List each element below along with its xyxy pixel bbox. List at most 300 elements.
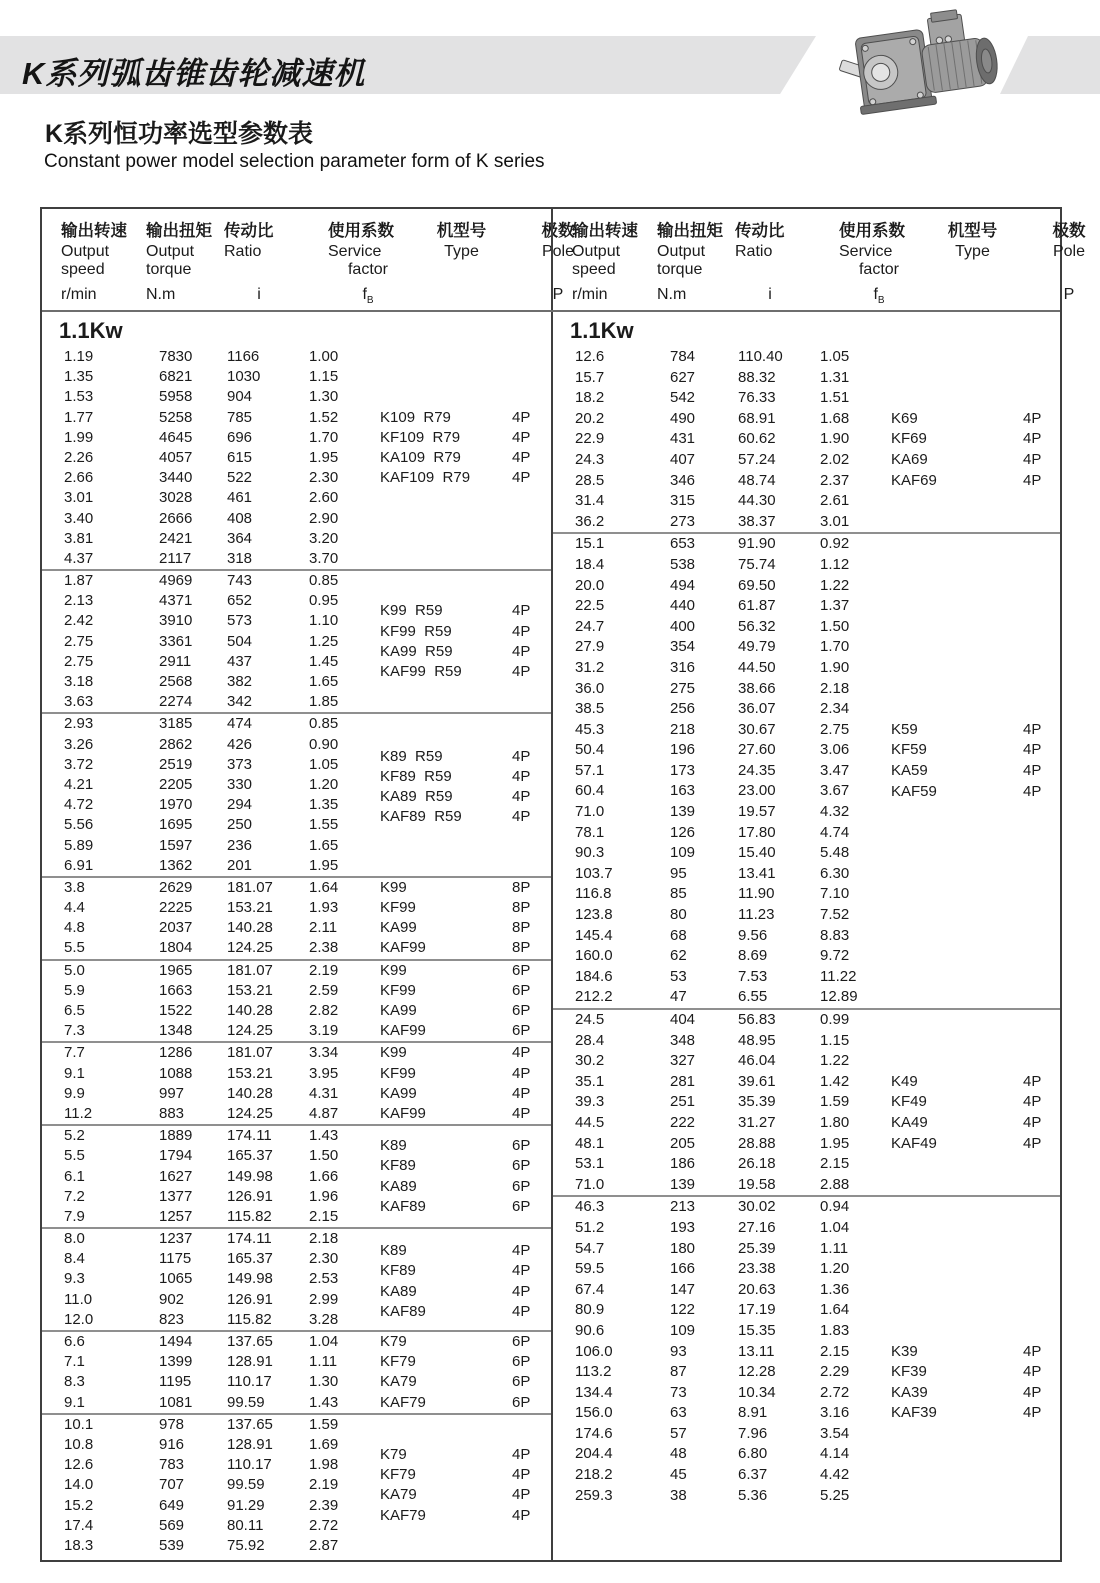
output-torque-cell: 73 <box>670 1383 687 1401</box>
service-factor-cell: 1.11 <box>309 1353 338 1371</box>
type-label: K49 <box>891 1072 918 1090</box>
header-en-label: Type <box>444 243 479 260</box>
header-unit-label: $f_B$ <box>873 286 885 307</box>
output-speed-cell: 15.1 <box>575 535 605 553</box>
pole-label: 4P <box>1023 450 1042 468</box>
output-speed-cell: 44.5 <box>575 1113 605 1131</box>
type-entry <box>380 1043 552 1063</box>
type-entry <box>380 448 552 468</box>
service-factor-cell: 2.19 <box>309 961 339 979</box>
ratio-cell: 91.90 <box>738 535 776 553</box>
pole-label: 4P <box>512 767 531 785</box>
ratio-cell: 474 <box>227 715 253 733</box>
service-factor-cell: 3.70 <box>309 549 339 567</box>
output-speed-cell: 1.35 <box>64 368 94 386</box>
ratio-cell: 140.28 <box>227 919 273 937</box>
pole-label: 8P <box>512 899 531 917</box>
output-speed-cell: 46.3 <box>575 1198 605 1216</box>
service-factor-cell: 2.15 <box>309 1207 339 1225</box>
service-factor-cell: 0.95 <box>309 592 339 610</box>
service-factor-cell: 1.96 <box>309 1187 339 1205</box>
type-label: K39 <box>891 1342 918 1360</box>
service-factor-cell: 3.95 <box>309 1064 339 1082</box>
ratio-cell: 504 <box>227 632 253 650</box>
type-entry <box>380 1064 552 1084</box>
output-torque-cell: 93 <box>670 1342 687 1360</box>
output-speed-cell: 48.1 <box>575 1134 605 1152</box>
type-label: KAF99 <box>380 1022 426 1040</box>
service-factor-cell: 1.43 <box>309 1393 339 1411</box>
header-en-label <box>735 260 805 279</box>
output-torque-cell: 1088 <box>159 1064 193 1082</box>
header-zh-label: 机型号 <box>947 222 998 240</box>
output-torque-cell: 707 <box>159 1476 185 1494</box>
header-unit-label <box>414 285 509 304</box>
service-factor-cell: 4.32 <box>820 803 850 821</box>
output-speed-cell: 22.5 <box>575 597 605 615</box>
output-speed-cell: 2.93 <box>64 715 94 733</box>
pole-label: 4P <box>1023 1072 1042 1090</box>
ratio-cell: 522 <box>227 469 253 487</box>
pole-label: 6P <box>512 1177 531 1195</box>
output-torque-cell: 1965 <box>159 961 193 979</box>
ratio-cell: 38.37 <box>738 512 776 530</box>
type-pole-group <box>891 409 1063 491</box>
header-zh-label: 传动比 <box>224 222 274 240</box>
header-col-4 <box>414 222 509 308</box>
output-torque-cell: 122 <box>670 1301 696 1319</box>
service-factor-cell: 1.51 <box>820 389 850 407</box>
type-label: KA99 R59 <box>380 642 453 660</box>
table-row <box>553 987 1060 1008</box>
type-label: KAF39 <box>891 1404 937 1422</box>
header-en-label: factor <box>347 261 388 278</box>
table-block <box>42 1413 551 1556</box>
output-torque-cell: 163 <box>670 782 696 800</box>
output-speed-cell: 7.2 <box>64 1187 85 1205</box>
output-speed-cell: 3.18 <box>64 673 94 690</box>
table-row <box>553 1051 1060 1072</box>
output-torque-cell: 218 <box>670 720 696 738</box>
type-entry <box>380 622 552 642</box>
output-torque-cell: 316 <box>670 658 696 676</box>
type-entry <box>891 450 1063 471</box>
ratio-cell: 8.69 <box>738 947 768 965</box>
header-col-4 <box>925 222 1020 308</box>
output-torque-cell: 3440 <box>159 469 193 487</box>
output-torque-cell: 1627 <box>159 1167 193 1185</box>
service-factor-cell: 1.12 <box>820 555 850 573</box>
type-entry <box>380 1136 552 1156</box>
output-speed-cell: 9.1 <box>64 1064 85 1082</box>
table-block <box>42 1041 551 1124</box>
table-column-right <box>551 312 1060 1562</box>
ratio-cell: 140.28 <box>227 1084 273 1102</box>
pole-label: 4P <box>512 469 531 487</box>
table-block <box>42 1330 551 1413</box>
type-label: KA99 <box>380 919 417 937</box>
ratio-cell: 250 <box>227 816 253 834</box>
header-unit-label: P <box>552 286 564 303</box>
pole-label: 4P <box>512 622 531 640</box>
output-speed-cell: 184.6 <box>575 967 613 985</box>
type-entry <box>380 1352 552 1372</box>
table-row <box>42 387 551 407</box>
output-speed-cell: 9.3 <box>64 1270 85 1288</box>
ratio-cell: 38.66 <box>738 679 776 697</box>
table-row <box>553 1424 1060 1445</box>
pole-label: 4P <box>512 1282 531 1300</box>
table-body <box>42 312 1060 1562</box>
service-factor-cell: 1.05 <box>309 755 339 773</box>
header-col-5 <box>1045 222 1093 308</box>
output-torque-cell: 126 <box>670 823 696 841</box>
ratio-cell: 126.91 <box>227 1290 273 1308</box>
ratio-cell: 80.11 <box>227 1516 264 1534</box>
table-row <box>553 946 1060 967</box>
type-pole-group <box>380 1332 552 1413</box>
output-speed-cell: 8.4 <box>64 1250 85 1268</box>
service-factor-cell: 4.74 <box>820 823 850 841</box>
service-factor-cell: 2.72 <box>309 1516 339 1534</box>
output-torque-cell: 1663 <box>159 981 193 999</box>
output-speed-cell: 145.4 <box>575 926 613 944</box>
ratio-cell: 437 <box>227 652 253 670</box>
type-entry <box>380 918 552 938</box>
output-torque-cell: 62 <box>670 947 687 965</box>
type-label: KF99 R59 <box>380 622 452 640</box>
output-torque-cell: 494 <box>670 576 696 594</box>
header-en-label <box>414 260 509 279</box>
type-label: KF79 <box>380 1466 416 1484</box>
output-torque-cell: 1286 <box>159 1044 193 1062</box>
ratio-cell: 318 <box>227 549 253 567</box>
output-speed-cell: 7.3 <box>64 1022 85 1040</box>
type-entry <box>380 1104 552 1124</box>
service-factor-cell: 1.70 <box>309 428 339 446</box>
ratio-cell: 115.82 <box>227 1310 272 1328</box>
type-label: KA109 R79 <box>380 448 461 466</box>
pole-label: 4P <box>512 1064 531 1082</box>
service-factor-cell: 2.02 <box>820 450 850 468</box>
ratio-cell: 15.40 <box>738 844 776 862</box>
type-label: K99 <box>380 878 407 896</box>
ratio-cell: 39.61 <box>738 1072 776 1090</box>
output-torque-cell: 348 <box>670 1031 696 1049</box>
output-speed-cell: 18.4 <box>575 555 605 573</box>
banner-title: K系列弧齿锥齿轮减速机 <box>22 56 366 91</box>
output-speed-cell: 36.2 <box>575 512 605 530</box>
type-label: KA99 <box>380 1002 417 1019</box>
output-speed-cell: 15.7 <box>575 368 605 386</box>
output-speed-cell: 103.7 <box>575 864 613 882</box>
service-factor-cell: 12.89 <box>820 988 858 1006</box>
ratio-cell: 11.90 <box>738 885 775 903</box>
ratio-cell: 44.30 <box>738 492 776 510</box>
type-entry <box>380 1001 552 1021</box>
output-speed-cell: 8.0 <box>64 1230 85 1248</box>
table-row <box>553 1280 1060 1301</box>
type-entry <box>380 767 552 787</box>
type-pole-group <box>380 961 552 1042</box>
output-torque-cell: 63 <box>670 1404 687 1422</box>
service-factor-cell: 0.92 <box>820 535 850 553</box>
table-row <box>42 856 551 876</box>
output-speed-cell: 5.2 <box>64 1127 85 1145</box>
ratio-cell: 181.07 <box>227 1044 273 1062</box>
service-factor-cell: 2.30 <box>309 1250 339 1268</box>
table-block <box>42 712 551 876</box>
output-torque-cell: 538 <box>670 555 696 573</box>
table-row <box>553 1239 1060 1260</box>
service-factor-cell: 0.94 <box>820 1198 850 1216</box>
output-torque-cell: 569 <box>159 1516 185 1534</box>
output-torque-cell: 490 <box>670 409 696 427</box>
output-torque-cell: 916 <box>159 1435 185 1453</box>
ratio-cell: 6.37 <box>738 1466 768 1484</box>
pole-label: 4P <box>512 448 531 466</box>
output-speed-cell: 28.4 <box>575 1031 605 1049</box>
output-speed-cell: 9.9 <box>64 1084 85 1102</box>
output-speed-cell: 60.4 <box>575 782 605 800</box>
pole-label: 4P <box>512 747 531 765</box>
output-torque-cell: 95 <box>670 864 687 882</box>
table-row <box>553 823 1060 844</box>
pole-label: 4P <box>512 1262 531 1280</box>
output-torque-cell: 4969 <box>159 572 193 590</box>
service-factor-cell: 1.04 <box>820 1218 850 1236</box>
output-torque-cell: 2629 <box>159 878 193 896</box>
header-en-label: torque <box>146 261 192 278</box>
type-entry <box>380 747 552 767</box>
service-factor-cell: 4.42 <box>820 1466 850 1484</box>
type-entry <box>380 878 552 898</box>
service-factor-cell: 2.87 <box>309 1536 339 1554</box>
service-factor-cell: 2.90 <box>309 509 339 527</box>
output-torque-cell: 166 <box>670 1260 696 1278</box>
pole-label: 4P <box>1023 1404 1042 1422</box>
output-torque-cell: 440 <box>670 597 696 615</box>
output-torque-cell: 251 <box>670 1093 696 1111</box>
output-speed-cell: 20.0 <box>575 576 605 594</box>
ratio-cell: 9.56 <box>738 926 768 944</box>
type-entry <box>891 429 1063 450</box>
output-torque-cell: 109 <box>670 1321 696 1339</box>
output-torque-cell: 1362 <box>159 856 193 874</box>
output-speed-cell: 116.8 <box>575 885 612 903</box>
table-header-left <box>42 209 575 310</box>
service-factor-cell: 1.90 <box>820 430 850 448</box>
output-speed-cell: 67.4 <box>575 1280 605 1298</box>
pole-label: 4P <box>512 1486 531 1504</box>
ratio-cell: 236 <box>227 836 253 854</box>
type-label: K99 R59 <box>380 602 443 620</box>
output-speed-cell: 15.2 <box>64 1496 94 1514</box>
output-torque-cell: 68 <box>670 926 687 944</box>
type-label: KA89 R59 <box>380 788 453 806</box>
service-factor-cell: 2.75 <box>820 720 850 738</box>
ratio-cell: 10.34 <box>738 1383 776 1401</box>
header-unit-label: i <box>257 286 261 303</box>
header-col-3 <box>839 222 919 308</box>
service-factor-cell: 2.60 <box>309 489 339 507</box>
output-speed-cell: 174.6 <box>575 1424 613 1442</box>
ratio-cell: 75.74 <box>738 555 776 573</box>
type-label: KA49 <box>891 1113 928 1131</box>
pole-label: 4P <box>512 428 531 446</box>
output-torque-cell: 222 <box>670 1113 696 1131</box>
parameter-table <box>40 207 1086 1562</box>
output-torque-cell: 1348 <box>159 1022 193 1040</box>
service-factor-cell: 1.55 <box>309 816 339 834</box>
type-entry <box>380 938 552 958</box>
service-factor-cell: 3.01 <box>820 512 850 530</box>
ratio-cell: 201 <box>227 856 253 874</box>
type-pole-group <box>891 1072 1063 1154</box>
type-entry <box>380 642 552 662</box>
output-speed-cell: 17.4 <box>64 1516 94 1534</box>
type-label: K109 R79 <box>380 408 451 426</box>
header-en-label <box>224 260 294 279</box>
type-entry <box>891 471 1063 492</box>
table-column-left <box>42 312 551 1562</box>
ratio-cell: 17.80 <box>738 823 776 841</box>
output-speed-cell: 11.0 <box>64 1290 93 1308</box>
table-row <box>553 368 1060 389</box>
service-factor-cell: 1.15 <box>309 368 339 386</box>
ratio-cell: 23.00 <box>738 782 776 800</box>
output-torque-cell: 173 <box>670 761 696 779</box>
type-entry <box>380 601 552 621</box>
ratio-cell: 153.21 <box>227 981 273 999</box>
service-factor-cell: 1.68 <box>820 409 850 427</box>
output-speed-cell: 2.66 <box>64 469 94 487</box>
service-factor-cell: 1.70 <box>820 638 850 656</box>
ratio-cell: 165.37 <box>227 1147 273 1165</box>
output-torque-cell: 978 <box>159 1415 185 1433</box>
output-speed-cell: 36.0 <box>575 679 605 697</box>
header-en-label: Ratio <box>735 243 773 260</box>
pole-label: 4P <box>512 1084 531 1102</box>
type-entry <box>380 468 552 488</box>
type-label: K89 <box>380 1242 407 1260</box>
output-speed-cell: 31.2 <box>575 658 605 676</box>
header-unit-label: N.m <box>657 286 687 303</box>
service-factor-cell: 2.88 <box>820 1175 850 1193</box>
type-entry <box>380 1282 552 1302</box>
service-factor-cell: 9.72 <box>820 947 850 965</box>
pole-label: 4P <box>512 662 531 680</box>
type-entry <box>380 662 552 682</box>
ratio-cell: 7.53 <box>738 967 768 985</box>
type-label: K59 <box>891 720 918 738</box>
table-row <box>553 1486 1060 1507</box>
output-torque-cell: 327 <box>670 1052 696 1070</box>
ratio-cell: 140.28 <box>227 1002 273 1019</box>
output-torque-cell: 1065 <box>159 1270 193 1288</box>
service-factor-cell: 2.53 <box>309 1270 339 1288</box>
output-torque-cell: 1377 <box>159 1187 193 1205</box>
type-entry <box>380 1465 552 1485</box>
service-factor-cell: 0.90 <box>309 735 339 753</box>
header-unit-label: i <box>768 286 772 303</box>
type-entry <box>380 807 552 827</box>
output-speed-cell: 12.6 <box>575 348 605 365</box>
table-row <box>42 347 551 367</box>
pole-label: 6P <box>512 961 531 979</box>
pole-label: 4P <box>1023 1134 1042 1152</box>
type-label: KA79 <box>380 1373 417 1391</box>
output-torque-cell: 6821 <box>159 368 193 386</box>
type-entry <box>891 761 1063 782</box>
output-torque-cell: 1804 <box>159 939 193 957</box>
output-torque-cell: 649 <box>159 1496 185 1514</box>
service-factor-cell: 1.95 <box>309 856 339 874</box>
pole-label: 4P <box>1023 471 1042 489</box>
type-entry <box>380 428 552 448</box>
service-factor-cell: 2.39 <box>309 1496 339 1514</box>
output-speed-cell: 1.87 <box>64 572 94 590</box>
ratio-cell: 904 <box>227 388 253 406</box>
type-label: KF69 <box>891 430 927 448</box>
table-row <box>553 1010 1060 1031</box>
type-label: KAF59 <box>891 782 937 800</box>
table-block <box>42 569 551 712</box>
service-factor-cell: 2.99 <box>309 1290 339 1308</box>
output-torque-cell: 431 <box>670 430 696 448</box>
service-factor-cell: 1.37 <box>820 597 850 615</box>
output-speed-cell: 5.56 <box>64 816 94 834</box>
ratio-cell: 30.67 <box>738 720 776 738</box>
header-zh-label: 使用系数 <box>328 222 394 240</box>
output-speed-cell: 45.3 <box>575 720 605 738</box>
output-torque-cell: 2274 <box>159 693 193 711</box>
pole-label: 8P <box>512 878 531 896</box>
output-speed-cell: 1.99 <box>64 428 94 446</box>
output-torque-cell: 1195 <box>159 1373 192 1391</box>
table-row <box>42 529 551 549</box>
type-label: K99 <box>380 961 407 979</box>
table-row <box>553 884 1060 905</box>
ratio-cell: 56.83 <box>738 1011 776 1028</box>
table-header <box>42 209 1086 312</box>
ratio-cell: 181.07 <box>227 961 273 979</box>
output-speed-cell: 2.75 <box>64 652 94 670</box>
output-torque-cell: 1695 <box>159 816 193 834</box>
header-en-label: Type <box>955 243 990 260</box>
type-entry <box>891 1113 1063 1134</box>
ratio-cell: 24.35 <box>738 761 776 779</box>
service-factor-cell: 1.50 <box>820 617 850 635</box>
output-torque-cell: 2519 <box>159 755 193 773</box>
service-factor-cell: 3.47 <box>820 761 850 779</box>
output-speed-cell: 5.89 <box>64 836 94 854</box>
output-torque-cell: 205 <box>670 1134 696 1152</box>
pole-label: 4P <box>512 788 531 806</box>
service-factor-cell: 1.90 <box>820 658 850 676</box>
pole-label: 6P <box>512 1197 531 1215</box>
table-row <box>553 905 1060 926</box>
service-factor-cell: 1.15 <box>820 1031 850 1049</box>
output-torque-cell: 346 <box>670 471 696 489</box>
type-label: KF99 <box>380 1064 416 1082</box>
ratio-cell: 652 <box>227 592 253 610</box>
header-zh-label: 极数 <box>1052 222 1086 240</box>
output-speed-cell: 5.5 <box>64 939 85 957</box>
pole-label: 6P <box>512 1373 531 1391</box>
type-entry <box>891 1134 1063 1155</box>
service-factor-cell: 1.65 <box>309 673 339 690</box>
